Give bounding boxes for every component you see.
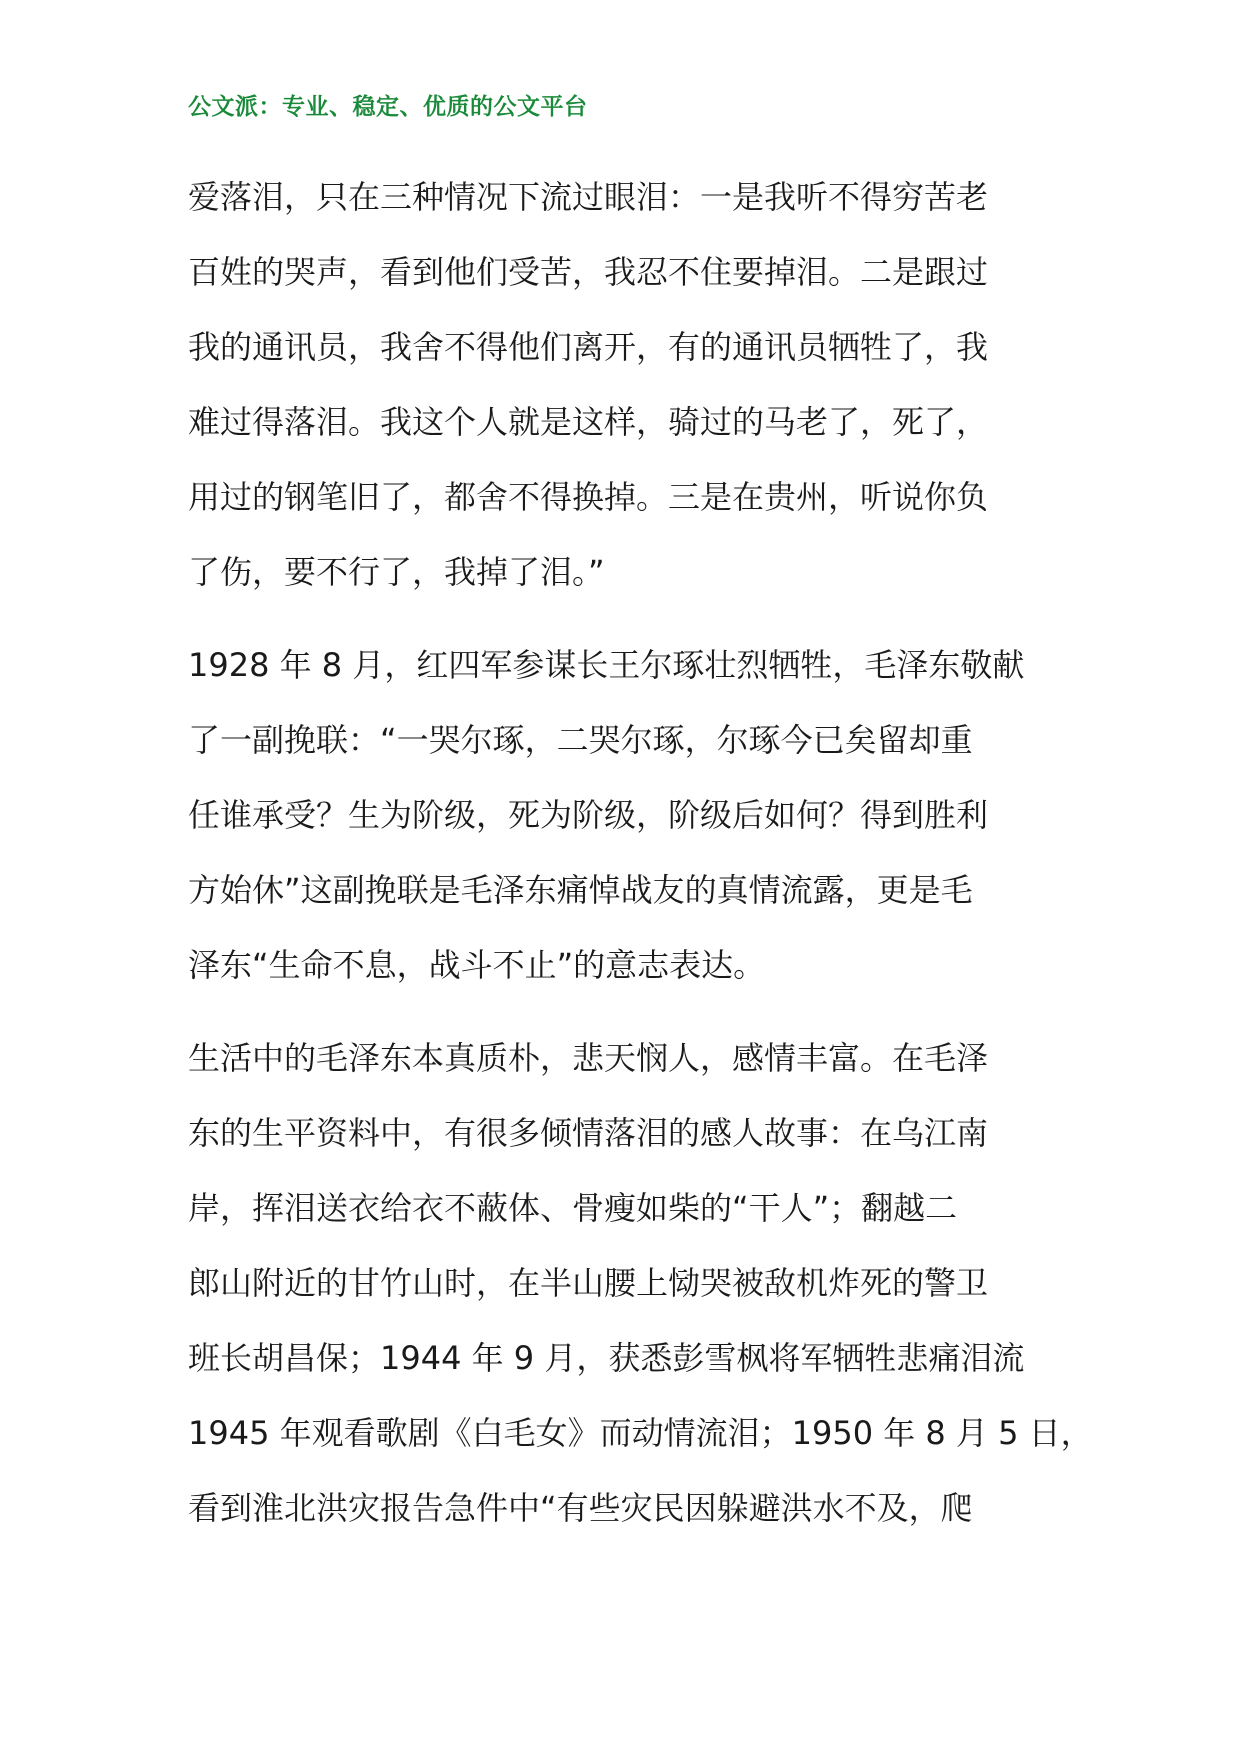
paragraph-1 xyxy=(188,160,1088,610)
text-line: 任谁承受？生为阶级，死为阶级，阶级后如何？得到胜利 xyxy=(188,796,989,834)
text-line: 看到淮北洪灾报告急件中“有些灾民因躲避洪水不及，爬 xyxy=(188,1489,973,1527)
text-line: 难过得落泪。我这个人就是这样，骑过的马老了，死了， xyxy=(188,403,989,441)
text-line: 1945 年观看歌剧《白毛女》而动情流泪；1950 年 8 月 5 日， xyxy=(188,1414,1093,1452)
paragraph-3 xyxy=(188,1021,1093,1546)
text-line: 生活中的毛泽东本真质朴，悲天悯人，感情丰富。在毛泽 xyxy=(188,1039,989,1077)
text-line: 郎山附近的甘竹山时，在半山腰上恸哭被敌机炸死的警卫 xyxy=(188,1264,989,1302)
site-header-title: 公文派：专业、稳定、优质的公文平台 xyxy=(188,94,588,120)
paragraph-spacer xyxy=(188,1003,1088,1021)
text-line: 东的生平资料中，有很多倾情落泪的感人故事：在乌江南 xyxy=(188,1114,989,1152)
text-line: 方始休”这副挽联是毛泽东痛悼战友的真情流露，更是毛 xyxy=(188,871,973,909)
text-line: 用过的钢笔旧了，都舍不得换掉。三是在贵州，听说你负 xyxy=(188,478,989,516)
text-line: 我的通讯员，我舍不得他们离开，有的通讯员牺牲了，我 xyxy=(188,328,989,366)
paragraph-2 xyxy=(188,628,1088,1003)
text-line: 泽东“生命不息，战斗不止”的意志表达。 xyxy=(188,946,766,984)
document-body xyxy=(188,160,1093,1546)
text-line: 百姓的哭声，看到他们受苦，我忍不住要掉泪。二是跟过 xyxy=(188,253,989,291)
text-line: 班长胡昌保；1944 年 9 月，获悉彭雪枫将军牺牲悲痛泪流 xyxy=(188,1339,1025,1377)
text-line: 爱落泪，只在三种情况下流过眼泪：一是我听不得穷苦老 xyxy=(188,178,989,216)
text-line: 1928 年 8 月，红四军参谋长王尔琢壮烈牺牲，毛泽东敬献 xyxy=(188,646,1025,684)
paragraph-spacer xyxy=(188,610,1088,628)
text-line: 岸，挥泪送衣给衣不蔽体、骨瘦如柴的“干人”；翻越二 xyxy=(188,1189,958,1227)
text-line: 了伤，要不行了，我掉了泪。” xyxy=(188,553,605,591)
text-line: 了一副挽联：“一哭尔琢，二哭尔琢，尔琢今已矣留却重 xyxy=(188,721,973,759)
